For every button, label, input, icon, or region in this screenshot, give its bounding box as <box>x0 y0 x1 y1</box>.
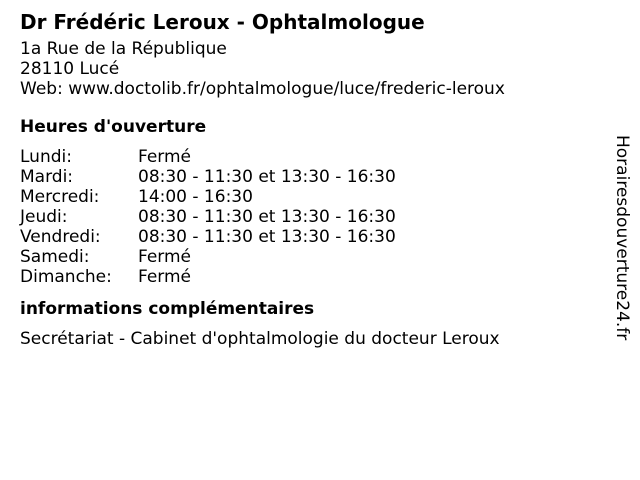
hours-day: Samedi: <box>20 247 90 267</box>
hours-day: Jeudi: <box>20 207 68 227</box>
hours-day: Mercredi: <box>20 187 100 207</box>
hours-row-monday <box>20 147 600 167</box>
hours-row-friday <box>20 227 600 247</box>
hours-time: Fermé <box>138 247 192 267</box>
business-card <box>20 9 600 349</box>
additional-info-heading: informations complémentaires <box>20 299 315 319</box>
additional-info-text: Secrétariat - Cabinet d'ophtalmologie du docteur Leroux <box>20 329 500 349</box>
site-watermark: Horairesdouverture24.fr <box>612 135 632 341</box>
hours-row-wednesday <box>20 187 600 207</box>
hours-time: 08:30 - 11:30 et 13:30 - 16:30 <box>138 207 396 227</box>
hours-time: 14:00 - 16:30 <box>138 187 253 207</box>
hours-day: Mardi: <box>20 167 74 187</box>
website-line[interactable]: Web: www.doctolib.fr/ophtalmologue/luce/frederic-leroux <box>20 79 505 99</box>
hours-time: Fermé <box>138 147 192 167</box>
hours-day: Vendredi: <box>20 227 101 247</box>
hours-time: 08:30 - 11:30 et 13:30 - 16:30 <box>138 167 396 187</box>
business-title: Dr Frédéric Leroux - Ophtalmologue <box>20 10 425 34</box>
hours-time: 08:30 - 11:30 et 13:30 - 16:30 <box>138 227 396 247</box>
hours-day: Lundi: <box>20 147 72 167</box>
hours-time: Fermé <box>138 267 192 287</box>
address-city: 28110 Lucé <box>20 59 120 79</box>
hours-row-saturday <box>20 247 600 267</box>
opening-hours-heading: Heures d'ouverture <box>20 117 207 137</box>
hours-row-sunday <box>20 267 600 287</box>
opening-hours-table <box>20 147 600 287</box>
hours-day: Dimanche: <box>20 267 112 287</box>
hours-row-thursday <box>20 207 600 227</box>
address-street: 1a Rue de la République <box>20 39 227 59</box>
hours-row-tuesday <box>20 167 600 187</box>
